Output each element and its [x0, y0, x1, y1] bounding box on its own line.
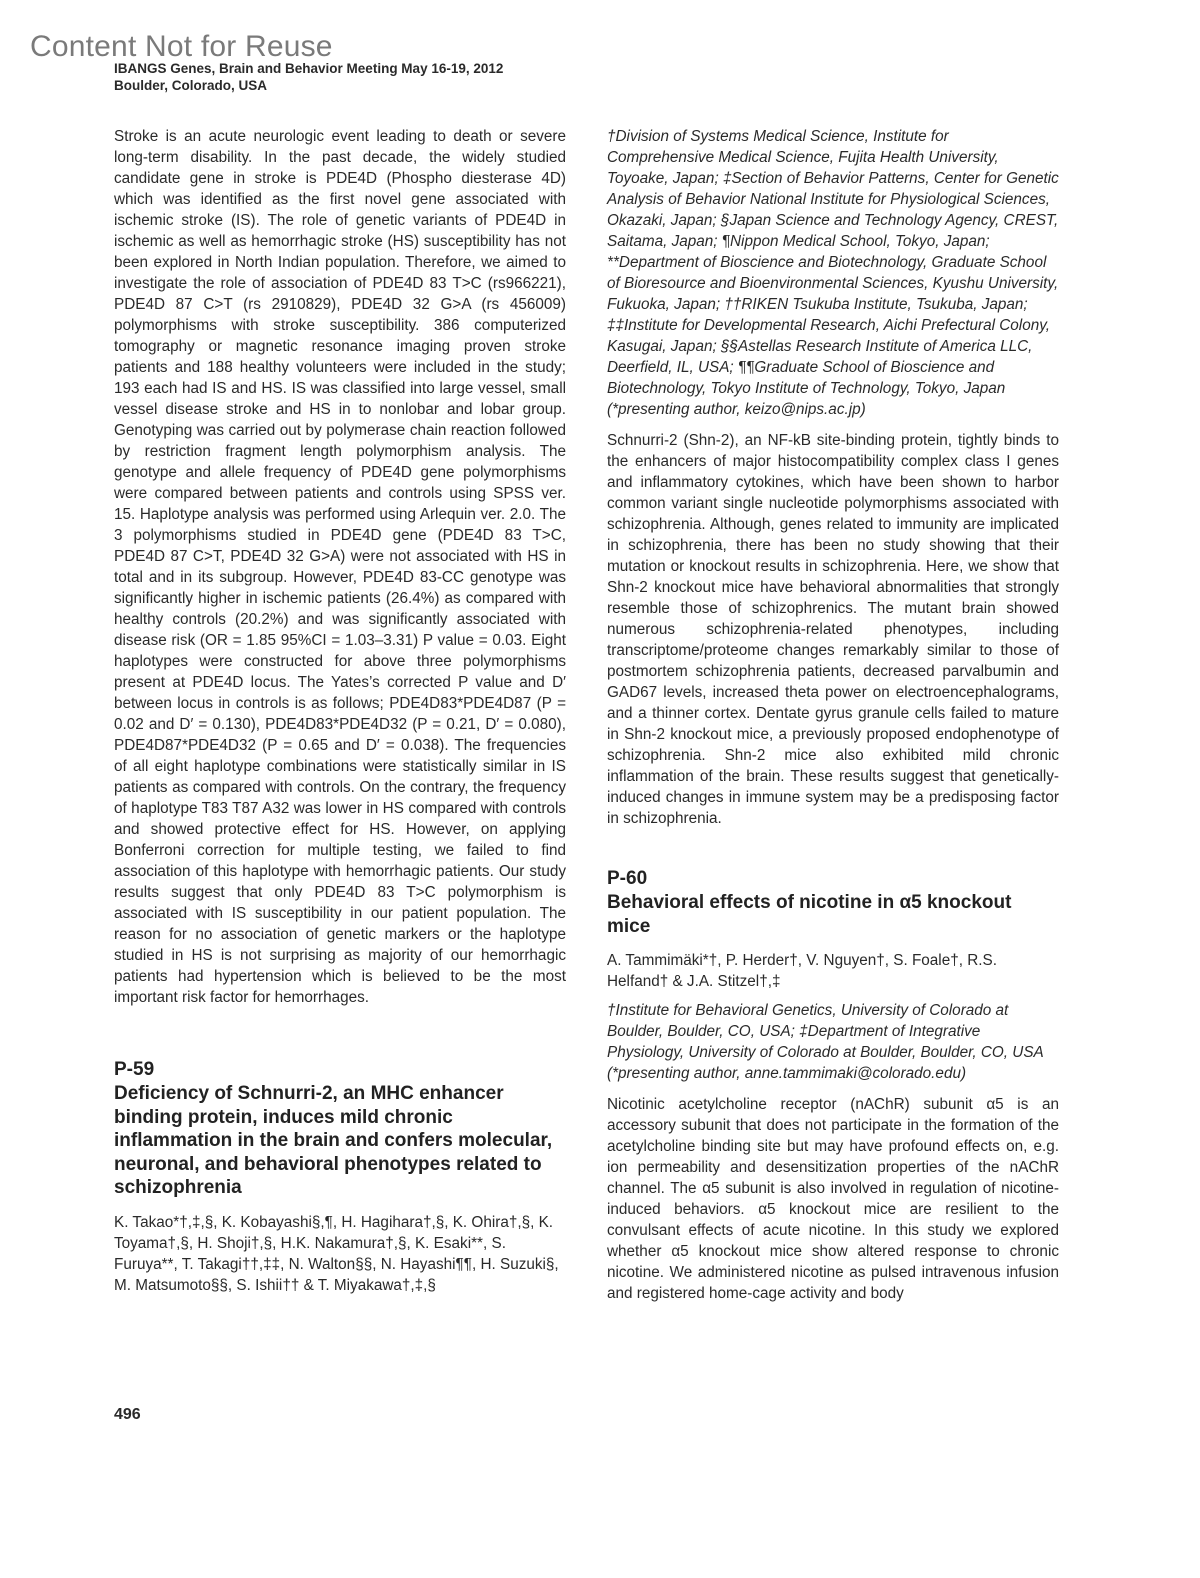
abstract-title-p60: Behavioral effects of nicotine in α5 knockout mice: [607, 892, 1012, 937]
abstract-body-p60: Nicotinic acetylcholine receptor (nAChR) subunit α5 is an accessory subunit that does not participate in the formation of the acetylcholine binding site but may have profound effects on, e.g. ion permeability and desensitization properties of the nAChR channel. The α5 subunit is also involved in regulation of nicotine-induced behaviors. α5 knockout mice are resilient to the convulsant effects of acute nicotine. In this study we explored whether α5 knockout mice show altered response to chronic nicotine. We administered nicotine as pulsed intravenous infusion and registered home-cage activity and body: [607, 1096, 1059, 1302]
header-location-line: Boulder, Colorado, USA: [114, 78, 268, 93]
abstract-body-p59: Schnurri-2 (Shn-2), an NF-kB site-binding protein, tightly binds to the enhancers of major histocompatibility complex class I genes and inflammatory cytokines, which have been shown to harbor common variant single nucleotide polymorphisms associated with schizophrenia. Although, genes related to immunity are implicated in schizophrenia, there has been no study showing that their mutation or knockout results in schizophrenia. Here, we show that Shn-2 knockout mice have behavioral abnormalities that strongly resemble those of schizophrenics. The mutant brain showed numerous schizophrenia-related phenotypes, including transcriptome/proteome changes remarkably similar to those of postmortem schizophrenia patients, decreased parvalbumin and GAD67 levels, increased theta power on electroencephalograms, and a thinner cortex. Dentate gyrus granule cells failed to mature in Shn-2 knockout mice, a previously proposed endophenotype of schizophrenia. Shn-2 mice also exhibited mild chronic inflammation of the brain. These results suggest that genetically-induced changes in immune system may be a predisposing factor in schizophrenia.: [607, 432, 1059, 827]
stroke-abstract-body: Stroke is an acute neurologic event leading to death or severe long-term disability. In the past decade, the widely studied candidate gene in stroke is PDE4D (Phospho diesterase 4D) which was identified as the first novel gene associated with ischemic stroke (IS). The role of genetic variants of PDE4D in ischemic as well as hemorrhagic stroke (HS) susceptibility has not been explored in North Indian population. Therefore, we aimed to investigate the role of association of PDE4D 83 T>C (rs966221), PDE4D 87 C>T (rs 2910829), PDE4D 32 G>A (rs 456009) polymorphisms with stroke susceptibility. 386 computerized tomography or magnetic resonance imaging proven stroke patients and 188 healthy volunteers were included in the study; 193 each had IS and HS. IS was classified into large vessel, small vessel disease stroke and HS in to nonlobar and lobar group. Genotyping was carried out by polymerase chain reaction followed by restriction fragment length polymorphism analysis. The genotype and allele frequency of PDE4D gene polymorphisms were compared between patients and controls using SPSS ver. 15. Haplotype analysis was performed using Arlequin ver. 2.0. The 3 polymorphisms studied in PDE4D gene (PDE4D 83 T>C, PDE4D 87 C>T, PDE4D 32 G>A) were not associated with HS in total and in its subgroup. However, PDE4D 83-CC genotype was significantly higher in ischemic patients (26.4%) as compared with healthy controls (20.2%) and was significantly associated with disease risk (OR = 1.85 95%CI = 1.03–3.31) P value = 0.03. Eight haplotypes were constructed for above three polymorphisms present at PDE4D locus. The Yates’s corrected P value and D′ between locus in controls is as follows; PDE4D83*PDE4D87 (P = 0.02 and D′ = 0.130), PDE4D83*PDE4D32 (P = 0.21, D′ = 0.080), PDE4D87*PDE4D32 (P = 0.65 and D′ = 0.038). The frequencies of all eight haplotype combinations were statistically similar in IS patients as compared with controls. On the contrary, the frequency of haplotype T83 T87 A32 was lower in HS compared with controls and showed protective effect for HS. However, on applying Bonferroni correction for multiple testing, we failed to find association of this haplotype with hemorrhagic patients. Our study results suggest that only PDE4D 83 T>C polymorphism is associated with IS susceptibility in our patient population. The reason for no association of genetic markers or the haplotype studied in HS is not surprising as majority of our hemorrhagic patients had hypertension which is believed to be the most important risk factor for hemorrhages.: [114, 128, 566, 1006]
authors-p59: K. Takao*†,‡,§, K. Kobayashi§,¶, H. Hagihara†,§, K. Ohira†,§, K. Toyama†,§, H. Shoji†,§, H.K. Nakamura†,§, K. Esaki**, S. Furuya**, T. Takagi††,‡‡, N. Walton§§, N. Hayashi¶¶, H. Suzuki§, M. Matsumoto§§, S. Ishii†† & T. Miyakawa†,‡,§: [114, 1213, 559, 1294]
authors-p60: A. Tammimäki*†, P. Herder†, V. Nguyen†, S. Foale†, R.S. Helfand† & J.A. Stitzel†,‡: [607, 952, 997, 990]
abstract-title-p59: Deficiency of Schnurri-2, an MHC enhancer binding protein, induces mild chronic inflammation in the brain and confers molecular, neuronal, and behavioral phenotypes related to schizophrenia: [114, 1083, 553, 1198]
presenting-author-p59: (*presenting author, keizo@nips.ac.jp): [607, 401, 866, 418]
abstract-code-p59: P-59: [114, 1059, 155, 1080]
affiliations-p60: †Institute for Behavioral Genetics, University of Colorado at Boulder, Boulder, CO, USA; ‡Department of Integrative Physiology, University of Colorado at Boulder, Boulder, CO, USA: [607, 1002, 1044, 1061]
journal-header: [114, 60, 503, 94]
presenting-author-p60: (*presenting author, anne.tammimaki@colorado.edu): [607, 1065, 967, 1082]
left-column: [114, 126, 566, 1304]
watermark: Content Not for Reuse: [30, 30, 333, 63]
abstract-code-p60: P-60: [607, 868, 648, 889]
page-number: 496: [114, 1406, 141, 1423]
affiliations-p59: †Division of Systems Medical Science, Institute for Comprehensive Medical Science, Fujita Health University, Toyoake, Japan; ‡Section of Behavior Patterns, Center for Genetic Analysis of Behavior National Institute for Physiological Sciences, Okazaki, Japan; §Japan Science and Technology Agency, CREST, Saitama, Japan; ¶Nippon Medical School, Tokyo, Japan; **Department of Bioscience and Biotechnology, Graduate School of Bioresource and Bioenvironmental Sciences, Kyushu University, Fukuoka, Japan; ††RIKEN Tsukuba Institute, Tsukuba, Japan; ‡‡Institute for Developmental Research, Aichi Prefectural Colony, Kasugai, Japan; §§Astellas Research Institute of America LLC, Deerfield, IL, USA; ¶¶Graduate School of Bioscience and Biotechnology, Tokyo Institute of Technology, Tokyo, Japan: [607, 128, 1059, 397]
header-meeting-line: IBANGS Genes, Brain and Behavior Meeting May 16-19, 2012: [114, 61, 504, 76]
right-column: [607, 126, 1059, 1304]
